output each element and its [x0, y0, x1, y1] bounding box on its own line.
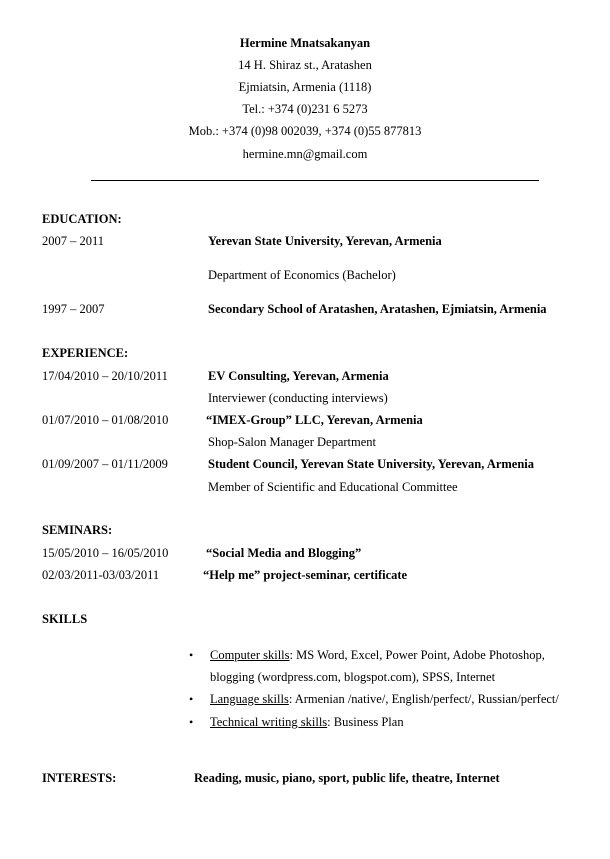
seminar-date-2: 02/03/2011-03/03/2011 [42, 568, 160, 582]
education-date-2: 1997 – 2007 [42, 302, 105, 316]
header-divider [91, 180, 539, 181]
education-date-1: 2007 – 2011 [42, 234, 105, 248]
experience-title-1: EV Consulting, Yerevan, Armenia [208, 369, 389, 383]
education-title-1: Yerevan State University, Yerevan, Armenia [208, 234, 442, 248]
bullet-icon: • [189, 648, 194, 662]
interests-text: Reading, music, piano, sport, public life, theatre, Internet [194, 771, 500, 785]
skill-label-technical: Technical writing skills [210, 715, 328, 729]
interests-heading: INTERESTS: [42, 771, 117, 785]
skill-label-computer: Computer skills [210, 648, 290, 662]
skill-item-language [210, 692, 559, 707]
experience-title-2: “IMEX-Group” LLC, Yerevan, Armenia [206, 413, 423, 427]
experience-detail-2: Shop-Salon Manager Department [208, 435, 377, 449]
skill-text-technical: : Business Plan [327, 715, 404, 729]
skills-heading: SKILLS [42, 612, 88, 626]
seminar-title-2: “Help me” project-seminar, certificate [203, 568, 408, 582]
experience-heading: EXPERIENCE: [42, 346, 129, 360]
skill-item-computer [210, 648, 545, 663]
seminars-heading: SEMINARS: [42, 523, 113, 537]
experience-detail-1: Interviewer (conducting interviews) [208, 391, 388, 405]
skill-text-language: : Armenian /native/, English/perfect/, Russian/perfect/ [288, 692, 559, 706]
skill-text-computer-cont: blogging (wordpress.com, blogspot.com), SPSS, Internet [210, 670, 496, 684]
bullet-icon: • [189, 715, 194, 729]
candidate-name: Hermine Mnatsakanyan [239, 36, 371, 50]
email: hermine.mn@gmail.com [242, 147, 368, 161]
skill-item-technical [210, 715, 404, 730]
experience-date-3: 01/09/2007 – 01/11/2009 [42, 457, 168, 471]
experience-detail-3: Member of Scientific and Educational Committee [208, 480, 458, 494]
address-line-1: 14 H. Shiraz st., Aratashen [238, 58, 372, 72]
education-title-2: Secondary School of Aratashen, Aratashen, Ejmiatsin, Armenia [208, 302, 547, 316]
experience-date-2: 01/07/2010 – 01/08/2010 [42, 413, 169, 427]
address-line-2: Ejmiatsin, Armenia (1118) [238, 80, 372, 94]
mobile: Mob.: +374 (0)98 002039, +374 (0)55 877813 [188, 124, 422, 138]
skill-text-computer: : MS Word, Excel, Power Point, Adobe Photoshop, [289, 648, 545, 662]
seminar-date-1: 15/05/2010 – 16/05/2010 [42, 546, 169, 560]
experience-date-1: 17/04/2010 – 20/10/2011 [42, 369, 168, 383]
seminar-title-1: “Social Media and Blogging” [206, 546, 362, 560]
bullet-icon: • [189, 692, 194, 706]
education-heading: EDUCATION: [42, 212, 122, 226]
experience-title-3: Student Council, Yerevan State University, Yerevan, Armenia [208, 457, 535, 471]
education-detail-1: Department of Economics (Bachelor) [208, 268, 396, 282]
skill-label-language: Language skills [210, 692, 289, 706]
telephone: Tel.: +374 (0)231 6 5273 [242, 102, 368, 116]
